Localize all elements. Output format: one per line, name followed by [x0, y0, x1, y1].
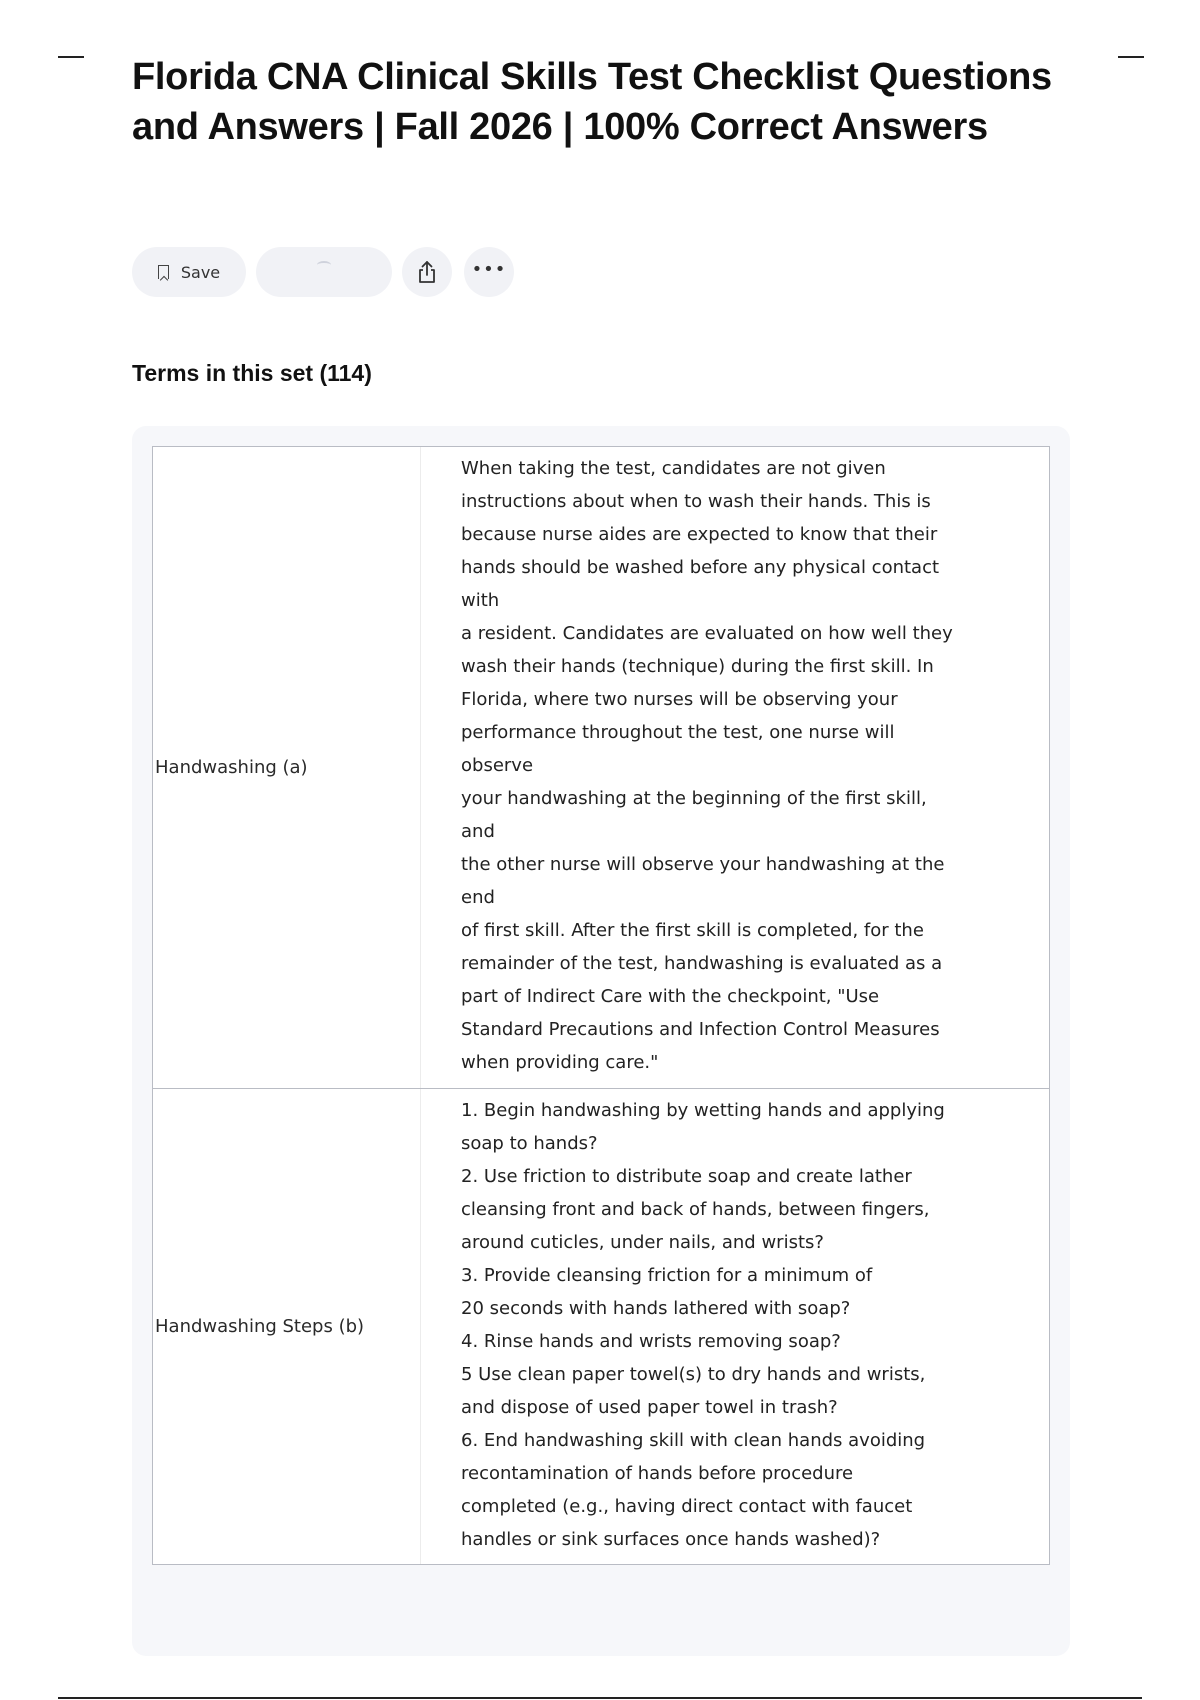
more-options-button[interactable] — [464, 247, 514, 297]
share-button[interactable] — [402, 247, 452, 297]
term-word: Handwashing Steps (b) — [153, 1089, 421, 1564]
loading-button[interactable] — [256, 247, 392, 297]
save-label: Save — [180, 262, 221, 282]
definition-line: When taking the test, candidates are not given — [461, 458, 886, 479]
definition-line: hands should be washed before any physical contact — [461, 557, 940, 578]
term-word: Handwashing (a) — [153, 447, 421, 1088]
corner-mark-right — [1118, 56, 1144, 58]
page-bottom-rule — [58, 1697, 1142, 1699]
more-icon: ••• — [471, 258, 507, 280]
definition-line: when providing care." — [461, 1052, 659, 1073]
definition-line: part of Indirect Care with the checkpoint, "Use — [461, 986, 880, 1007]
definition-line: your handwashing at the beginning of the first skill, — [461, 788, 927, 809]
spinner-icon — [317, 261, 331, 269]
definition-line: and — [461, 821, 495, 842]
definition-line: wash their hands (technique) during the first skill. In — [461, 656, 934, 677]
definition-line: remainder of the test, handwashing is evaluated as a — [461, 953, 943, 974]
definition-line: a resident. Candidates are evaluated on how well they — [461, 623, 953, 644]
definition-line: instructions about when to wash their hands. This is — [461, 491, 931, 512]
definition-line: performance throughout the test, one nurse will — [461, 722, 895, 743]
definition-line: 6. End handwashing skill with clean hands avoiding — [461, 1430, 926, 1451]
definition-line: and dispose of used paper towel in trash? — [461, 1397, 838, 1418]
definition-line: cleansing front and back of hands, between fingers, — [461, 1199, 930, 1220]
definition-line: because nurse aides are expected to know that their — [461, 524, 938, 545]
definition-line: 2. Use friction to distribute soap and create lather — [461, 1166, 912, 1187]
corner-mark-left — [58, 56, 84, 58]
definition-line: recontamination of hands before procedure — [461, 1463, 854, 1484]
terms-table — [152, 446, 1050, 1565]
definition-line: end — [461, 887, 495, 908]
definition-line: soap to hands? — [461, 1133, 598, 1154]
term-definition — [421, 447, 1049, 1088]
bookmark-icon — [158, 265, 169, 279]
definition-line: around cuticles, under nails, and wrists? — [461, 1232, 824, 1253]
definition-line: 5 Use clean paper towel(s) to dry hands and wrists, — [461, 1364, 926, 1385]
definition-line: handles or sink surfaces once hands washed)? — [461, 1529, 881, 1550]
definition-line: observe — [461, 755, 534, 776]
definition-line: 20 seconds with hands lathered with soap? — [461, 1298, 851, 1319]
page-title: Florida CNA Clinical Skills Test Checklist Questions and Answers | Fall 2026 | 100% Correct Answers — [132, 56, 1052, 148]
definition-line: Standard Precautions and Infection Control Measures — [461, 1019, 940, 1040]
definition-line: Florida, where two nurses will be observing your — [461, 689, 898, 710]
save-button[interactable] — [132, 247, 246, 297]
term-row — [153, 1089, 1049, 1564]
share-icon — [416, 260, 438, 284]
definition-line: 4. Rinse hands and wrists removing soap? — [461, 1331, 841, 1352]
definition-line: completed (e.g., having direct contact with faucet — [461, 1496, 913, 1517]
definition-line: 3. Provide cleansing friction for a minimum of — [461, 1265, 873, 1286]
definition-line: 1. Begin handwashing by wetting hands and applying — [461, 1100, 945, 1121]
term-definition — [421, 1089, 1049, 1564]
terms-panel — [132, 426, 1070, 1656]
definition-line: of first skill. After the first skill is completed, for the — [461, 920, 924, 941]
definition-line: the other nurse will observe your handwashing at the — [461, 854, 945, 875]
term-row — [153, 447, 1049, 1089]
terms-heading: Terms in this set (114) — [132, 360, 372, 386]
definition-line: with — [461, 590, 500, 611]
